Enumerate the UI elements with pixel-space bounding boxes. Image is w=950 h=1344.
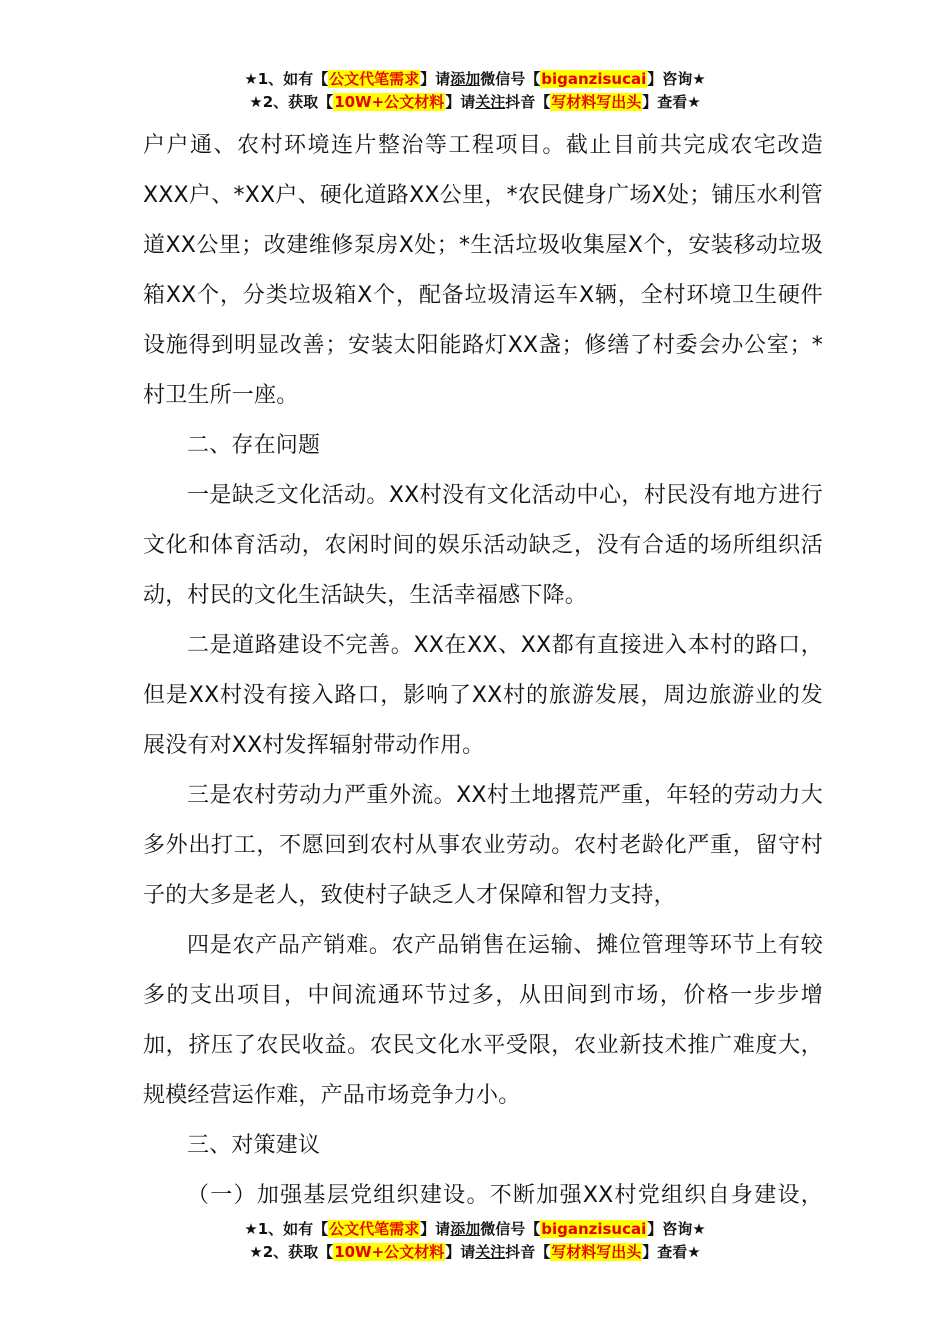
paragraph-culture: 一是缺乏文化活动。XX村没有文化活动中心，村民没有地方进行文化和体育活动，农闲时间的娱乐活动缺乏，没有合适的场所组织活动，村民的文化生活缺失，生活幸福感下降。 — [143, 483, 823, 608]
section-heading-suggestions: 三、对策建议 — [187, 1133, 321, 1158]
banner-underlined: 添加 — [450, 70, 481, 88]
banner-line-1 — [0, 68, 950, 91]
banner-underlined: 添加 — [450, 1220, 481, 1238]
section-heading-problems: 二、存在问题 — [187, 433, 321, 458]
banner-text: ★2、获取【 — [249, 93, 334, 111]
banner-text: ★2、获取【 — [249, 1243, 334, 1261]
banner-text: 抖音【 — [505, 93, 551, 111]
banner-underlined: 关注 — [475, 93, 506, 111]
banner-text: 】请 — [420, 70, 451, 88]
banner-highlight: 10W+公文材料 — [334, 93, 445, 111]
banner-highlight: 写材料写出头 — [551, 93, 642, 111]
footer-banner — [0, 1218, 950, 1264]
document-body — [143, 121, 823, 1221]
banner-highlight: biganzisucai — [541, 1220, 647, 1238]
banner-underlined: 关注 — [475, 1243, 506, 1261]
banner-text: 】请 — [445, 1243, 476, 1261]
banner-text: ★1、如有【 — [244, 1220, 329, 1238]
banner-text: 微信号【 — [480, 70, 541, 88]
banner-line-2 — [0, 1241, 950, 1264]
paragraph-roads: 二是道路建设不完善。XX在XX、XX都有直接进入本村的路口，但是XX村没有接入路口，影响了XX村的旅游发展，周边旅游业的发展没有对XX村发挥辐射带动作用。 — [143, 633, 823, 758]
banner-highlight: biganzisucai — [541, 70, 647, 88]
banner-text: 】请 — [445, 93, 476, 111]
banner-highlight: 10W+公文材料 — [334, 1243, 445, 1261]
paragraph-party-building: （一）加强基层党组织建设。不断加强XX村党组织自身建设， — [187, 1183, 823, 1208]
banner-text: 微信号【 — [480, 1220, 541, 1238]
banner-highlight: 公文代笔需求 — [329, 1220, 420, 1238]
paragraph-products: 四是农产品产销难。农产品销售在运输、摊位管理等环节上有较多的支出项目，中间流通环节过多，从田间到市场，价格一步步增加，挤压了农民收益。农民文化水平受限，农业新技术推广难度大，规模经营运作难，产品市场竞争力小。 — [143, 933, 823, 1108]
banner-text: ★1、如有【 — [244, 70, 329, 88]
banner-text: 抖音【 — [505, 1243, 551, 1261]
banner-line-2 — [0, 91, 950, 114]
banner-line-1 — [0, 1218, 950, 1241]
paragraph-projects: 户户通、农村环境连片整治等工程项目。截止目前共完成农宅改造XXX户、*XX户、硬化道路XX公里，*农民健身广场X处；铺压水利管道XX公里；改建维修泵房X处；*生活垃圾收集屋X个，安装移动垃圾箱XX个，分类垃圾箱X个，配备垃圾清运车X辆，全村环境卫生硬件设施得到明显改善；安装太阳能路灯XX盏；修缮了村委会办公室；*村卫生所一座。 — [143, 133, 823, 408]
banner-highlight: 写材料写出头 — [551, 1243, 642, 1261]
banner-text: 】咨询★ — [647, 70, 706, 88]
banner-text: 】查看★ — [642, 1243, 701, 1261]
banner-text: 】查看★ — [642, 93, 701, 111]
paragraph-labor: 三是农村劳动力严重外流。XX村土地撂荒严重，年轻的劳动力大多外出打工，不愿回到农村从事农业劳动。农村老龄化严重，留守村子的大多是老人，致使村子缺乏人才保障和智力支持， — [143, 783, 823, 908]
banner-text: 】咨询★ — [647, 1220, 706, 1238]
banner-highlight: 公文代笔需求 — [329, 70, 420, 88]
banner-text: 】请 — [420, 1220, 451, 1238]
header-banner — [0, 68, 950, 114]
